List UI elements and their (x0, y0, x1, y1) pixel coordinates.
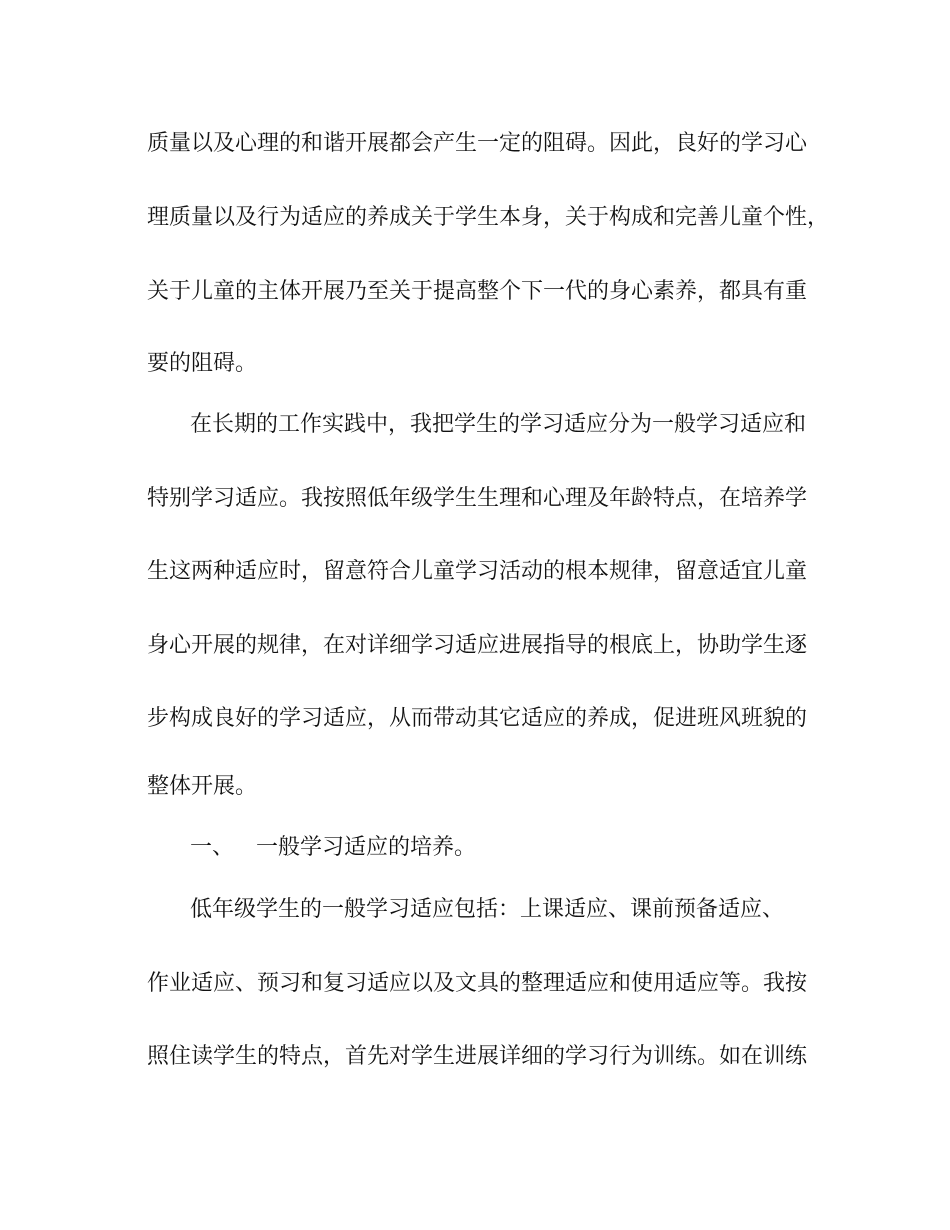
text-line: 照住读学生的特点，首先对学生进展详细的学习行为训练。如在训练 (147, 1044, 808, 1069)
text-line: 理质量以及行为适应的养成关于学生本身，关于构成和完善儿童个性， (147, 205, 830, 230)
text-line: 低年级学生的一般学习适应包括：上课适应、课前预备适应、 (190, 897, 785, 922)
text-line: 特别学习适应。我按照低年级学生生理和心理及年龄特点，在培养学 (147, 486, 808, 511)
text-line: 整体开展。 (147, 774, 258, 799)
text-line: 关于儿童的主体开展乃至关于提高整个下一代的身心素养，都具有重 (147, 279, 808, 304)
text-line: 生这两种适应时，留意符合儿童学习活动的根本规律，留意适宜儿童 (147, 559, 808, 584)
text-line: 要的阻碍。 (147, 351, 258, 376)
text-line: 作业适应、预习和复习适应以及文具的整理适应和使用适应等。我按 (147, 971, 808, 996)
text-line: 步构成良好的学习适应，从而带动其它适应的养成，促进班风班貌的 (147, 706, 808, 731)
text-line: 身心开展的规律，在对详细学习适应进展指导的根底上，协助学生逐 (147, 633, 808, 658)
text-line: 在长期的工作实践中，我把学生的学习适应分为一般学习适应和 (190, 412, 807, 437)
section-heading-number: 一、 (190, 835, 235, 860)
section-heading-text: 一般学习适应的培养。 (256, 835, 477, 860)
text-line: 质量以及心理的和谐开展都会产生一定的阻碍。因此，良好的学习心 (147, 131, 808, 156)
